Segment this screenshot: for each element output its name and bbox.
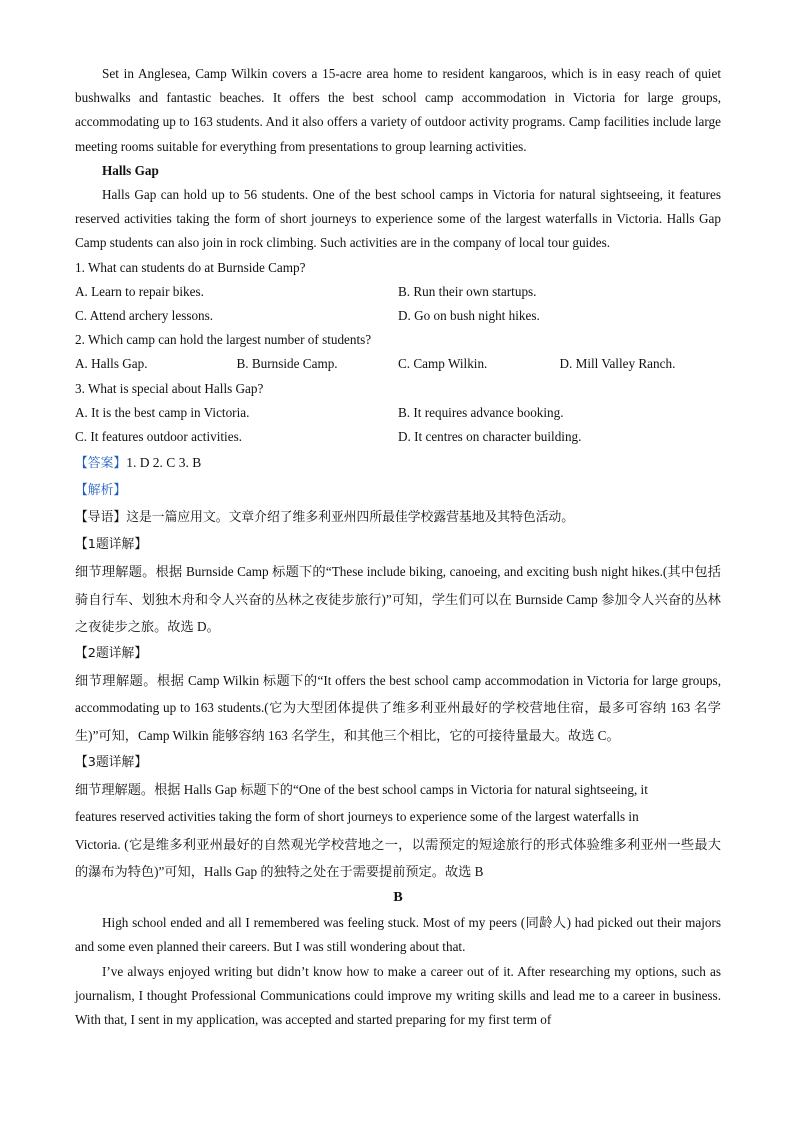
document-page [75,62,721,1032]
q3-explanation [75,776,721,885]
q1-label: 【1题详解】 [75,537,148,553]
q3-line: 细节理解题。根据 Halls Gap 标题下的“One of the best school camps in Victoria for natural sightseeing, it [75,782,648,798]
option-c: C. Camp Wilkin. [398,356,488,372]
halls-gap-paragraph: Halls Gap can hold up to 56 students. One of the best school camps in Victoria for natural sightseeing, it features reserved activities taking the form of short journeys to experience some of the largest waterfalls in Victoria. Halls Gap Camp students can also join in rock climbing. Such activities are in the company of local tour guides. [75,187,721,251]
analysis-label: 【解析】 [75,483,127,499]
q3-line: features reserved activities taking the form of short journeys to experience some of the largest waterfalls in [75,809,639,825]
q2-label: 【2题详解】 [75,646,148,662]
option-a: A. Halls Gap. [75,356,148,372]
question-3 [75,377,721,450]
q1-explanation: 细节理解题。根据 Burnside Camp 标题下的“These include biking, canoeing, and exciting bush night hikes.(其中包括骑自行车、划独木舟和令人兴奋的丛林之夜徒步旅行)”可知，学生们可以在 Burnside Camp 参加令人兴奋的丛林之夜徒步之旅。故选 D。 [75,564,721,634]
option-d: D. Go on bush night hikes. [398,308,540,324]
option-c: C. It features outdoor activities. [75,429,242,445]
option-d: D. It centres on character building. [398,429,582,445]
option-a: A. It is the best camp in Victoria. [75,404,250,420]
option-d: D. Mill Valley Ranch. [559,356,676,372]
question-1 [75,256,721,329]
option-b: B. It requires advance booking. [398,404,564,420]
option-b: B. Burnside Camp. [236,356,338,372]
halls-gap-heading: Halls Gap [102,162,159,178]
q2-explanation: 细节理解题。根据 Camp Wilkin 标题下的“It offers the best school camp accommodation in Victoria for large groups, accommodating up to 163 students.(它为大型团体提供了维多利亚州最好的学校营地住宿，最多可容纳 163 名学生)”可知，Camp Wilkin 能够容纳 163 名学生，和其他三个相比，它的可接待量最大。故选 C。 [75,673,721,743]
intro-line [75,504,721,531]
passage-b-paragraph-1: High school ended and all I remembered was feeling stuck. Most of my peers (同龄人) had picked out their majors and some even planned their careers. But I was still wondering about that. [75,915,721,955]
option-a: A. Learn to repair bikes. [75,283,204,299]
question-stem: 3. What is special about Halls Gap? [75,380,264,396]
camp-wilkin-paragraph: Set in Anglesea, Camp Wilkin covers a 15-acre area home to resident kangaroos, which is in easy reach of quiet bushwalks and fantastic beaches. It offers the best school camp accommodation in Victoria for large groups, accommodating up to 163 students. And it also offers a variety of outdoor activity programs. Camp facilities include large meeting rooms suitable for everything from presentations to group learning activities. [75,66,721,154]
answer-label: 【答案】 [75,456,127,472]
intro-label: 【导语】 [75,510,127,526]
answer-line [75,449,721,477]
option-b: B. Run their own startups. [398,283,537,299]
section-b-heading: B [393,890,403,906]
q3-line: Victoria. (它是维多利亚州最好的自然观光学校营地之一，以需预定的短途旅行的形式体验维多利亚州一些最大的瀑布为特色)”可知，Halls Gap 的独特之处在于需要提前预定。故选 B [75,836,721,879]
passage-b-paragraph-2: I’ve always enjoyed writing but didn’t know how to make a career out of it. After researching my options, such as journalism, I thought Professional Communications could improve my writing skills and lead me to a career in business. With that, I sent in my application, was accepted and started preparing for my first term of [75,963,721,1028]
intro-text: 这是一篇应用文。文章介绍了维多利亚州四所最佳学校露营基地及其特色活动。 [126,510,575,526]
question-stem: 1. What can students do at Burnside Camp? [75,259,306,275]
option-c: C. Attend archery lessons. [75,308,214,324]
q3-label: 【3题详解】 [75,755,148,771]
answer-text: 1. D 2. C 3. B [126,455,202,471]
question-stem: 2. Which camp can hold the largest number of students? [75,332,372,348]
question-2 [75,328,721,376]
